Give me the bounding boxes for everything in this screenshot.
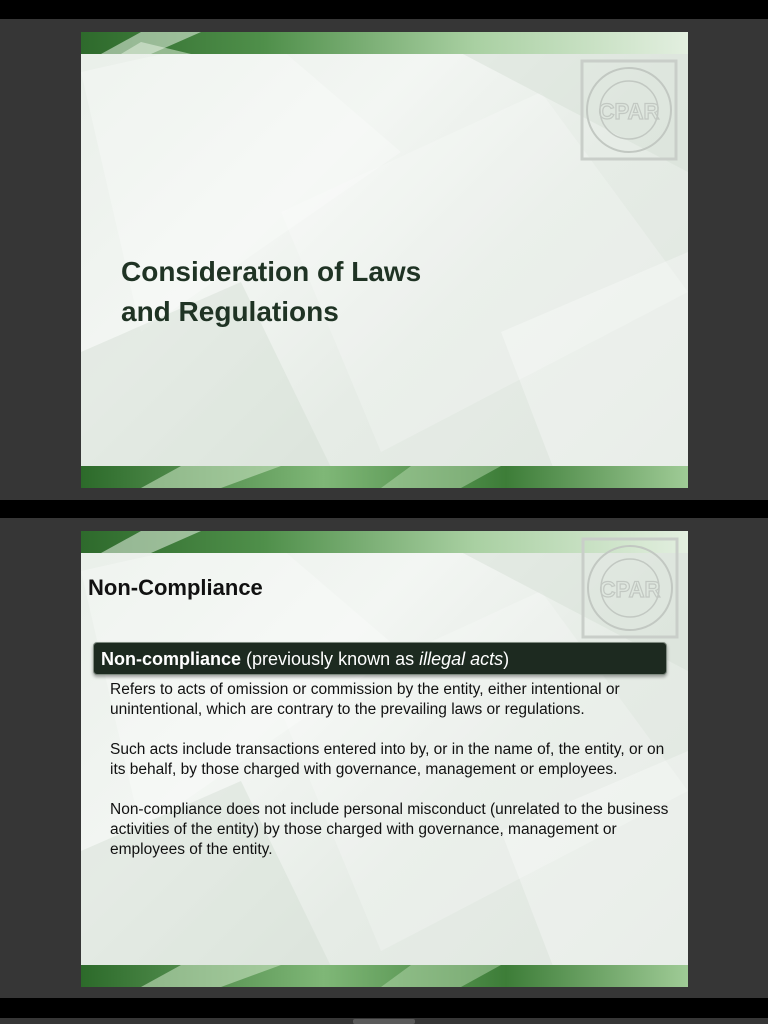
slide-1 (81, 32, 688, 488)
page-scroll-handle[interactable] (353, 1019, 415, 1024)
definition-box (93, 642, 667, 675)
cpar-logo (581, 537, 679, 639)
slide-1-title-line-2: and Regulations (121, 296, 339, 327)
definition-text-after: ) (503, 649, 510, 669)
definition-body (110, 680, 670, 880)
page-separator (0, 500, 768, 518)
slide-2-heading: Non-Compliance (88, 575, 263, 600)
definition-text-before: (previously known as (241, 649, 420, 669)
slide-1-title-line-1: Consideration of Laws (121, 256, 422, 287)
definition-italic: illegal acts (419, 649, 504, 669)
slide-2 (81, 531, 688, 987)
paragraph: Such acts include transactions entered into by, or in the name of, the entity, or on its behalf, by those charged with governance, management or employees. (110, 741, 665, 778)
top-separator (0, 0, 768, 19)
bottom-separator (0, 998, 768, 1018)
svg-text:CPAR: CPAR (598, 99, 660, 124)
svg-text:CPAR: CPAR (599, 577, 661, 602)
cpar-logo (580, 59, 678, 161)
definition-term: Non-compliance (101, 649, 242, 669)
paragraph: Non-compliance does not include personal misconduct (unrelated to the business activities of the entity) by those charged with governance, management or employees of the entity. (110, 801, 669, 858)
slide-1-title (121, 252, 541, 332)
paragraph: Refers to acts of omission or commission by the entity, either intentional or unintentional, which are contrary to the prevailing laws or regulations. (110, 681, 620, 718)
